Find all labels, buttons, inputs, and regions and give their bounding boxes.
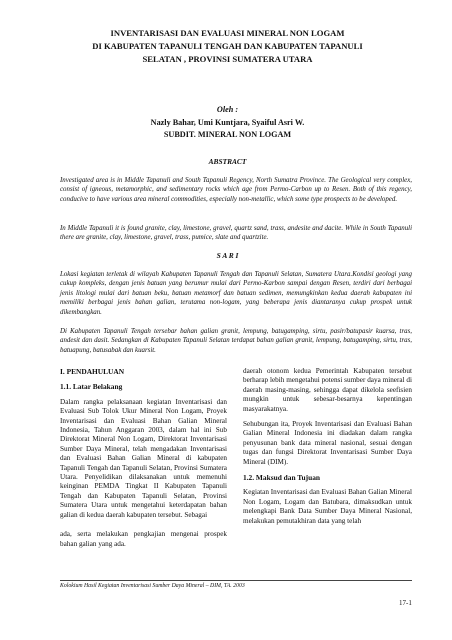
abstract-paragraph-1: Investigated area is in Middle Tapanuli and South Tapanuli Regency, North Sumatra Province. The Geological very complex, consist of igneous, metamorphic, and sedimentary rocks which age from Permo-Carbon up to Resen. Both of this regency, conducive to have various area mineral commodities, especially non-metallic, which some type prospects to be developed. xyxy=(60,177,412,203)
right-paragraph-3: Kegiatan Inventarisasi dan Evaluasi Bahan Galian Mineral Non Logam, Logam dan Batubara, dimaksudkan untuk melengkapi Bank Data Sumber Daya Mineral Nasional, melakukan pemutakhiran data yang telah xyxy=(243,488,412,525)
page-number: 17-1 xyxy=(399,599,412,607)
title-line-2: DI KABUPATEN TAPANULI TENGAH DAN KABUPATEN TAPANULI xyxy=(92,41,363,51)
title-line-1: INVENTARISASI DAN EVALUASI MINERAL NON LOGAM xyxy=(110,28,345,38)
subsection-heading-maksud-tujuan: 1.2. Maksud dan Tujuan xyxy=(243,473,321,483)
footer-divider xyxy=(60,580,412,581)
left-column xyxy=(60,367,227,555)
sari-heading: S A R I xyxy=(216,251,239,260)
right-paragraph-1: daerah otonom kedua Pemerintah Kabupaten tersebut berharap lebih mengetahui potensi sumber daya mineral di daerah masing-masing, sehingga dapat dikelola seefisien mungkin untuk sebesar-besarnya kepentingan masyarakatnya. xyxy=(243,367,412,413)
right-paragraph-2: Sehubungan ita, Proyek Inventarisasi dan Evaluasi Bahan Galian Mineral Indonesia ini diadakan dalam rangka penyusunan bank data mineral nasional, sesuai dengan tugas dan fungsi Direktorat Inventarisasi Sumber Daya Mineral (DIM). xyxy=(243,420,412,466)
author-names: Nazly Bahar, Umi Kuntjara, Syaiful Asri W. xyxy=(150,117,305,127)
footer-text: Kolokium Hasil Kegiatan Inventarisasi Sumber Daya Mineral – DIM, TA. 2003 xyxy=(60,583,245,589)
sari-paragraph-2: Di Kabupaten Tapanuli Tengah tersebar bahan galian granit, lempung, batugamping, sirtu, pasir/batupasir kuarsa, tras, andesit dan dasit. Sedangkan di Kabupaten Tapanuli Selatan terdapat bahan galian granit, lempung, batugamping, sirtu, tras, batuapung, batusabak dan kuarsit. xyxy=(60,328,412,354)
paper-title xyxy=(60,27,395,66)
left-paragraph-2: ada, serta melakukan pengkajian mengenai prospek bahan galian yang ada. xyxy=(60,530,227,548)
abstract-paragraph-2: In Middle Tapanuli it is found granite, clay, limestone, gravel, quartz sand, trass, andesite and dacite. While in South Tapanuli there are granite, clay, limestone, gravel, trass, pumice, slate and quartzite. xyxy=(60,225,412,242)
section-heading-pendahuluan: I. PENDAHULUAN xyxy=(60,367,125,376)
left-paragraph-1: Dalam rangka pelaksanaan kegiatan Inventarisasi dan Evaluasi Sub Tolok Ukur Mineral Non Logam, Proyek Inventarisasi dan Evaluasi Bahan Galian Mineral Indonesia, Tahun Anggaran 2003, dalam hal ini Sub Direktorat Mineral Non Logam, Direktorat Inventarisasi Sumber Daya Mineral, telah mengadakan Inventarisasi dan Evaluasi Bahan Galian Mineral di kabupaten Tapanuli Tengah dan Tapanuli Selatan, Provinsi Sumatera Utara. Penyelidikan dilaksanakan untuk memenuhi keinginan PEMDA Tingkat II Kabupaten Tapanuli Tengah dan Kabupaten Tapanuli Selatan, Provinsi Sumatera Utara untuk mengetahui keterdapatan bahan galian di kedua daerah kabupaten tersebut. Sebagai xyxy=(60,397,227,519)
title-line-3: SELATAN , PROVINSI SUMATERA UTARA xyxy=(142,54,313,64)
right-column xyxy=(243,367,412,532)
author-unit: SUBDIT. MINERAL NON LOGAM xyxy=(163,130,292,139)
sari-paragraph-1: Lokasi kegiatan terletak di wilayah Kabupaten Tapanuli Tengah dan Tapanuli Selatan, Sumatera Utara.Kondisi geologi yang cukup kompleks, dengan jenis batuan yang berumur mulai dari Permo-Karbon sampai dengan Resen, terdiri dari berbagai jenis litologi mulai dari batuan beku, batuan metamorf dan batuan sedimen, memungkinkan kedua daerah kabupaten ini memiliki berbagai jenis bahan galian, terutama non-logam, yang beberapa jenis diantaranya cukup prospek untuk dikembangkan. xyxy=(60,271,412,316)
author-block xyxy=(60,104,395,142)
subsection-heading-latar-belakang: 1.1. Latar Belakang xyxy=(60,382,123,392)
author-prefix: Oleh : xyxy=(216,105,239,114)
abstract-heading: ABSTRACT xyxy=(208,157,247,166)
